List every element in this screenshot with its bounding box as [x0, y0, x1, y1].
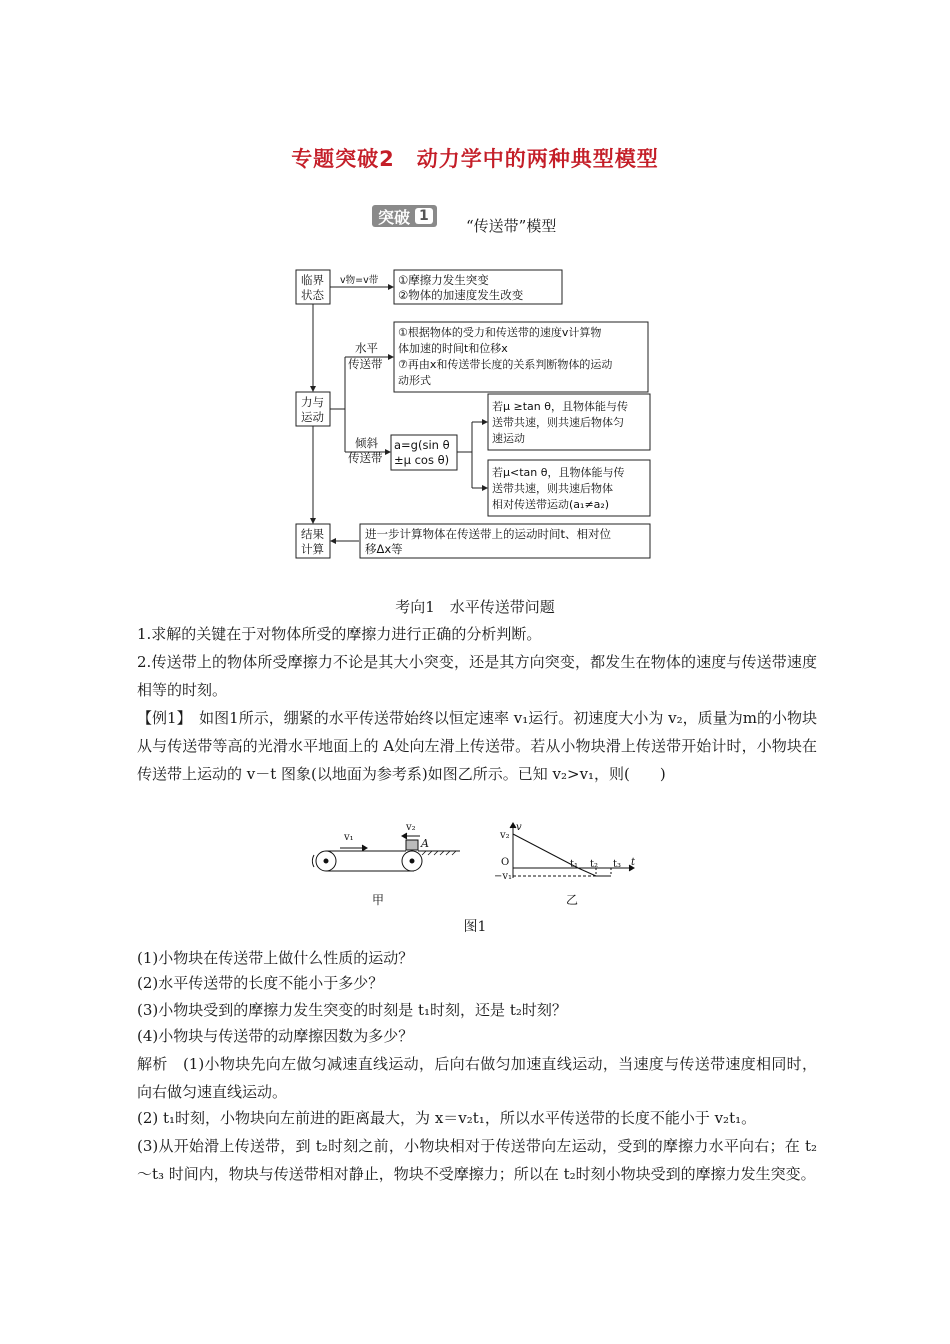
section-badge	[372, 205, 437, 227]
fc-horizontal-2: 传送带	[348, 357, 383, 371]
analysis-1: 解析 (1)小物块先向左做匀减速直线运动，后向右做匀加速直线运动，当速度与传送带速度相同时，向右做匀速直线运动。	[137, 1055, 817, 1101]
analysis-2: (2) t₁时刻，小物块向左前进的距离最大，为 x＝v₂t₁，所以水平传送带的长度不能小于 v₂t₁。	[137, 1109, 757, 1127]
fig-right-v: v	[516, 822, 522, 833]
fc-formula-2: ±μ cos θ)	[394, 453, 450, 467]
fig-left-a: A	[421, 837, 429, 850]
fc-case1-2: 送带共速，则共速后物体匀	[492, 416, 624, 429]
flowchart	[290, 264, 660, 564]
fc-incline-1: 倾斜	[355, 436, 378, 450]
fc-horizontal-desc-1: ①根据物体的受力和传送带的速度v计算物	[398, 326, 602, 339]
analysis-3: (3)从开始滑上传送带，到 t₂时刻之前，小物块相对于传送带向左运动，受到的摩擦力水平向右；在 t₂～t₃ 时间内，物块与传送带相对静止，物块不受摩擦力；所以在 t₂时刻小物块受到的摩擦力发生突变。	[137, 1137, 817, 1183]
fc-critical-2: 状态	[301, 288, 324, 302]
question-1: (1)小物块在传送带上做什么性质的运动？	[137, 949, 414, 967]
fc-case2-1: 若μ<tan θ，且物体能与传	[492, 466, 625, 479]
fig-right-caption: 乙	[566, 893, 579, 907]
fc-case2-3: 相对传送带运动(a₁≠a₂)	[492, 498, 610, 511]
example-text: 【例1】 如图1所示，绷紧的水平传送带始终以恒定速率 v₁运行。初速度大小为 v₂，质量为m的小物块从与传送带等高的光滑水平地面上的 A处向左滑上传送带。若从小物块滑上传送带开始计时，小物块在传送带上运动的 v－t 图象(以地面为参考系)如图乙所示。已知 v₂>v₁，则( )	[137, 709, 817, 783]
question-3: (3)小物块受到的摩擦力发生突变的时刻是 t₁时刻，还是 t₂时刻？	[137, 1001, 567, 1019]
fig-right-t1: t₁	[570, 859, 579, 870]
figure-caption: 图1	[463, 919, 487, 935]
fig-right-t2: t₂	[590, 859, 599, 870]
fig-left-v2: v₂	[406, 822, 416, 833]
page-title: 专题突破2 动力学中的两种典型模型	[291, 147, 659, 171]
point-1: 1.求解的关键在于对物体所受的摩擦力进行正确的分析判断。	[137, 625, 542, 643]
fig-right-t: t	[631, 857, 636, 868]
section-title: “传送带”模型	[466, 217, 557, 235]
fc-case1-3: 速运动	[492, 432, 525, 445]
fc-horizontal-desc-3: ⑦再由x和传送带长度的关系判断物体的运动	[398, 358, 613, 371]
fc-case1-1: 若μ ≥tan θ，且物体能与传	[492, 400, 628, 413]
fig-right-o: O	[501, 857, 510, 868]
question-4: (4)小物块与传送带的动摩擦因数为多少？	[137, 1027, 414, 1045]
fc-cond: v物=v带	[340, 275, 379, 286]
question-2: (2)水平传送带的长度不能小于多少？	[137, 974, 384, 992]
fig-left-caption: 甲	[372, 893, 385, 907]
fc-force-1: 力与	[301, 395, 324, 409]
fc-result-2: 计算	[301, 542, 324, 556]
fig-right-v2: v₂	[500, 830, 510, 841]
fig-right-neg-v1: −v₁	[494, 871, 513, 882]
badge-number: 1	[415, 208, 433, 224]
fc-result-1: 结果	[301, 527, 324, 541]
fc-horizontal-desc-2: 体加速的时间t和位移x	[398, 342, 508, 355]
fc-result-desc-1: 进一步计算物体在传送带上的运动时间t、相对位	[365, 527, 612, 541]
fc-case2-2: 送带共速，则共速后物体	[492, 482, 613, 495]
fc-force-2: 运动	[301, 410, 324, 424]
fig-right-t3: t₃	[613, 859, 622, 870]
conveyor-diagram	[312, 833, 460, 871]
fc-critical-desc-1: ①摩擦力发生突变	[398, 273, 489, 287]
fc-critical-1: 临界	[301, 273, 324, 287]
fc-horizontal-desc-4: 动形式	[398, 374, 431, 387]
badge-label: 突破	[378, 207, 411, 227]
fig-left-v1: v₁	[344, 832, 354, 843]
fc-critical-desc-2: ②物体的加速度发生改变	[398, 288, 524, 302]
point-2: 2.传送带上的物体所受摩擦力不论是其大小突变，还是其方向突变，都发生在物体的速度与传送带速度相等的时刻。	[137, 653, 817, 699]
fc-horizontal-1: 水平	[355, 341, 378, 355]
figure-1	[310, 820, 650, 912]
subsection-title: 考向1 水平传送带问题	[395, 598, 555, 616]
fc-result-desc-2: 移Δx等	[365, 542, 403, 556]
fc-incline-2: 传送带	[348, 451, 383, 465]
fc-formula-1: a=g(sin θ	[394, 438, 450, 452]
